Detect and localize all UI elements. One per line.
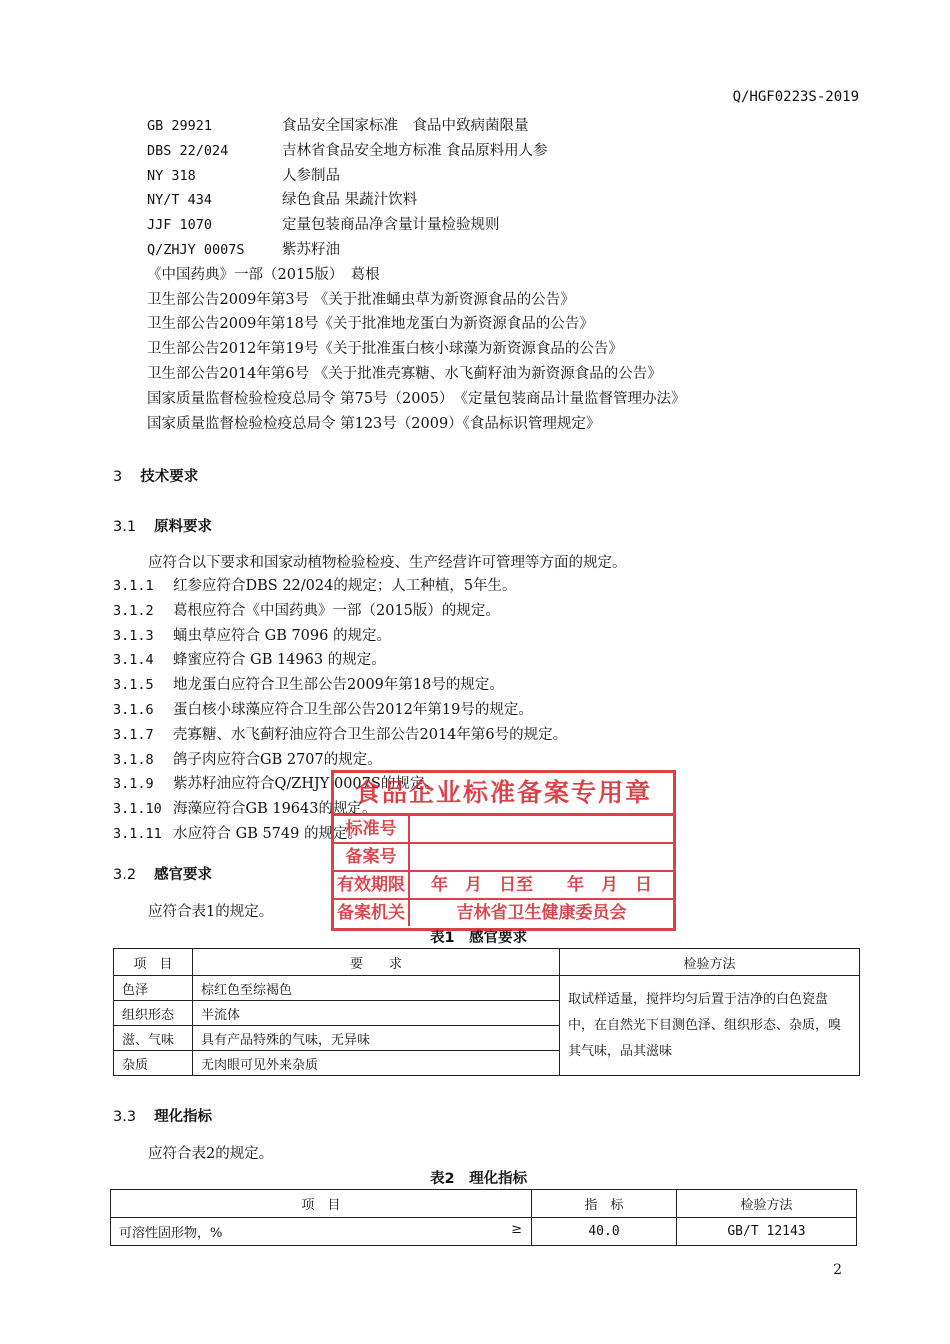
table-cell: 40.0 <box>532 1218 677 1246</box>
stamp-label: 有效期限 <box>334 872 410 898</box>
reference-title: 卫生部公告2009年第3号 《关于批准蛹虫草为新资源食品的公告》 <box>147 291 575 308</box>
subsection-heading <box>113 863 212 884</box>
reference-code: NY/T 434 <box>147 192 213 209</box>
stamp-value: 年 月 日至 年 月 日 <box>431 875 652 895</box>
item-text: 水应符合 GB 5749 的规定。 <box>173 825 362 842</box>
list-item <box>113 599 567 624</box>
operator-symbol: ≥ <box>511 1222 522 1237</box>
document-code: Q/HGF0223S-2019 <box>732 89 859 105</box>
stamp-row <box>334 900 673 926</box>
item-number: 3.1.1 <box>113 578 154 594</box>
reference-title: 紫苏籽油 <box>282 241 340 258</box>
stamp-label: 标准号 <box>334 816 410 842</box>
reference-code: Q/ZHJY 0007S <box>147 241 245 258</box>
sensory-table <box>113 948 860 1076</box>
stamp-title: 食品企业标准备案专用章 <box>334 773 673 816</box>
reference-code: DBS 22/024 <box>147 142 229 159</box>
list-item <box>113 748 567 773</box>
reference-title: 人参制品 <box>282 167 340 184</box>
reference-item <box>147 213 867 238</box>
table-header-row <box>111 1190 857 1218</box>
list-item <box>113 648 567 673</box>
stamp-label: 备案机关 <box>334 900 410 926</box>
table-cell: 杂质 <box>114 1051 193 1076</box>
column-header: 要 求 <box>193 949 560 976</box>
reference-item <box>147 387 867 412</box>
reference-title: 定量包装商品净含量计量检验规则 <box>282 217 500 234</box>
column-header: 项 目 <box>114 949 193 976</box>
reference-item <box>147 263 867 288</box>
reference-title: 绿色食品 果蔬汁饮料 <box>282 192 418 209</box>
list-item <box>113 574 567 599</box>
column-header: 检验方法 <box>560 949 860 976</box>
reference-code: NY 318 <box>147 167 196 184</box>
reference-item <box>147 139 867 164</box>
item-text: 蜂蜜应符合 GB 14963 的规定。 <box>173 652 386 669</box>
item-text: 海藻应符合GB 19643的规定。 <box>173 801 377 818</box>
table-cell: 滋、气味 <box>114 1026 193 1051</box>
stamp-value: 吉林省卫生健康委员会 <box>456 903 627 923</box>
table-cell: 组织形态 <box>114 1001 193 1026</box>
reference-item <box>147 164 867 189</box>
table-cell: 色泽 <box>114 976 193 1001</box>
stamp-value <box>410 844 673 870</box>
section-heading <box>113 465 198 486</box>
stamp-row <box>334 872 673 900</box>
paragraph: 应符合以下要求和国家动植物检验检疫、生产经营许可管理等方面的规定。 <box>148 555 627 571</box>
reference-code: JJF 1070 <box>147 217 213 234</box>
list-item <box>113 673 567 698</box>
item-text: 鸽子肉应符合GB 2707的规定。 <box>173 751 382 768</box>
table-caption: 表2 理化指标 <box>430 1171 528 1187</box>
stamp-label: 备案号 <box>334 844 410 870</box>
reference-item <box>147 188 867 213</box>
table-cell: GB/T 12143 <box>677 1218 857 1246</box>
section-number: 3 <box>113 469 123 485</box>
stamp-value <box>410 816 673 842</box>
item-text: 红参应符合DBS 22/024的规定；人工种植，5年生。 <box>173 578 517 594</box>
filing-stamp <box>331 770 676 931</box>
item-text: 壳寡糖、水飞蓟籽油应符合卫生部公告2014年第6号的规定。 <box>173 726 568 743</box>
paragraph: 应符合表2的规定。 <box>148 1146 274 1162</box>
item-number: 3.1.11 <box>113 825 162 842</box>
subsection-heading <box>113 1105 212 1126</box>
item-text: 蛹虫草应符合 GB 7096 的规定。 <box>173 627 391 644</box>
stamp-row <box>334 816 673 844</box>
reference-item <box>147 288 867 313</box>
reference-item <box>147 337 867 362</box>
subsection-heading <box>113 515 212 536</box>
list-item <box>113 723 567 748</box>
table-row <box>111 1218 857 1246</box>
reference-item <box>147 114 867 139</box>
reference-title: 食品安全国家标准 食品中致病菌限量 <box>282 118 529 134</box>
reference-title: 卫生部公告2014年第6号 《关于批准壳寡糖、水飞蓟籽油为新资源食品的公告》 <box>147 365 662 382</box>
table-cell: 无肉眼可见外来杂质 <box>193 1051 560 1076</box>
item-text: 地龙蛋白应符合卫生部公告2009年第18号的规定。 <box>173 677 504 694</box>
item-number: 3.1.7 <box>113 726 154 743</box>
reference-list <box>147 114 867 436</box>
item-number: 3.1.6 <box>113 701 154 718</box>
reference-item <box>147 312 867 337</box>
table-row <box>114 976 860 1001</box>
reference-item <box>147 362 867 387</box>
table-cell: 具有产品特殊的气味，无异味 <box>193 1026 560 1051</box>
method-cell: 取试样适量，搅拌均匀后置于洁净的白色瓷盘中，在自然光下目测色泽、组织形态、杂质，嗅其气味，品其滋味 <box>560 976 860 1076</box>
reference-title: 卫生部公告2012年第19号《关于批准蛋白核小球藻为新资源食品的公告》 <box>147 341 623 358</box>
item-number: 3.1.2 <box>113 602 154 619</box>
table-caption: 表1 感官要求 <box>430 930 528 946</box>
stamp-row <box>334 844 673 872</box>
item-number: 3.1.3 <box>113 627 154 644</box>
paragraph: 应符合表1的规定。 <box>148 904 274 920</box>
column-header: 检验方法 <box>677 1190 857 1218</box>
reference-title: 吉林省食品安全地方标准 食品原料用人参 <box>282 142 548 159</box>
reference-item <box>147 412 867 437</box>
page-number: 2 <box>833 1262 842 1278</box>
list-item <box>113 624 567 649</box>
reference-title: 《中国药典》一部（2015版） 葛根 <box>147 266 380 283</box>
physicochemical-table <box>110 1189 857 1246</box>
section-number: 3.2 <box>113 867 137 883</box>
list-item <box>113 698 567 723</box>
item-text: 蛋白核小球藻应符合卫生部公告2012年第19号的规定。 <box>173 701 533 718</box>
item-number: 3.1.10 <box>113 801 162 818</box>
reference-title: 国家质量监督检验检疫总局令 第123号（2009）《食品标识管理规定》 <box>147 415 601 432</box>
reference-title: 国家质量监督检验检疫总局令 第75号（2005） 《定量包装商品计量监督管理办法》 <box>147 390 686 407</box>
item-text: 葛根应符合《中国药典》一部（2015版）的规定。 <box>173 602 500 619</box>
section-title: 技术要求 <box>140 469 199 485</box>
item-number: 3.1.5 <box>113 677 154 694</box>
item-text: 紫苏籽油应符合Q/ZHJY 0007S的规定。 <box>173 776 439 793</box>
reference-item <box>147 238 867 263</box>
column-header: 指 标 <box>532 1190 677 1218</box>
item-number: 3.1.8 <box>113 751 154 768</box>
reference-title: 卫生部公告2009年第18号《关于批准地龙蛋白为新资源食品的公告》 <box>147 316 594 333</box>
column-header: 项 目 <box>111 1190 532 1218</box>
section-title: 理化指标 <box>154 1109 213 1125</box>
section-title: 感官要求 <box>154 867 213 883</box>
item-label: 可溶性固形物，% <box>119 1226 223 1241</box>
item-number: 3.1.9 <box>113 776 154 793</box>
table-cell: 半流体 <box>193 1001 560 1026</box>
table-cell <box>111 1218 532 1246</box>
section-number: 3.1 <box>113 519 137 535</box>
section-number: 3.3 <box>113 1109 137 1125</box>
table-cell: 棕红色至综褐色 <box>193 976 560 1001</box>
item-number: 3.1.4 <box>113 652 154 669</box>
reference-code: GB 29921 <box>147 118 213 134</box>
table-header-row <box>114 949 860 976</box>
section-title: 原料要求 <box>154 519 213 535</box>
